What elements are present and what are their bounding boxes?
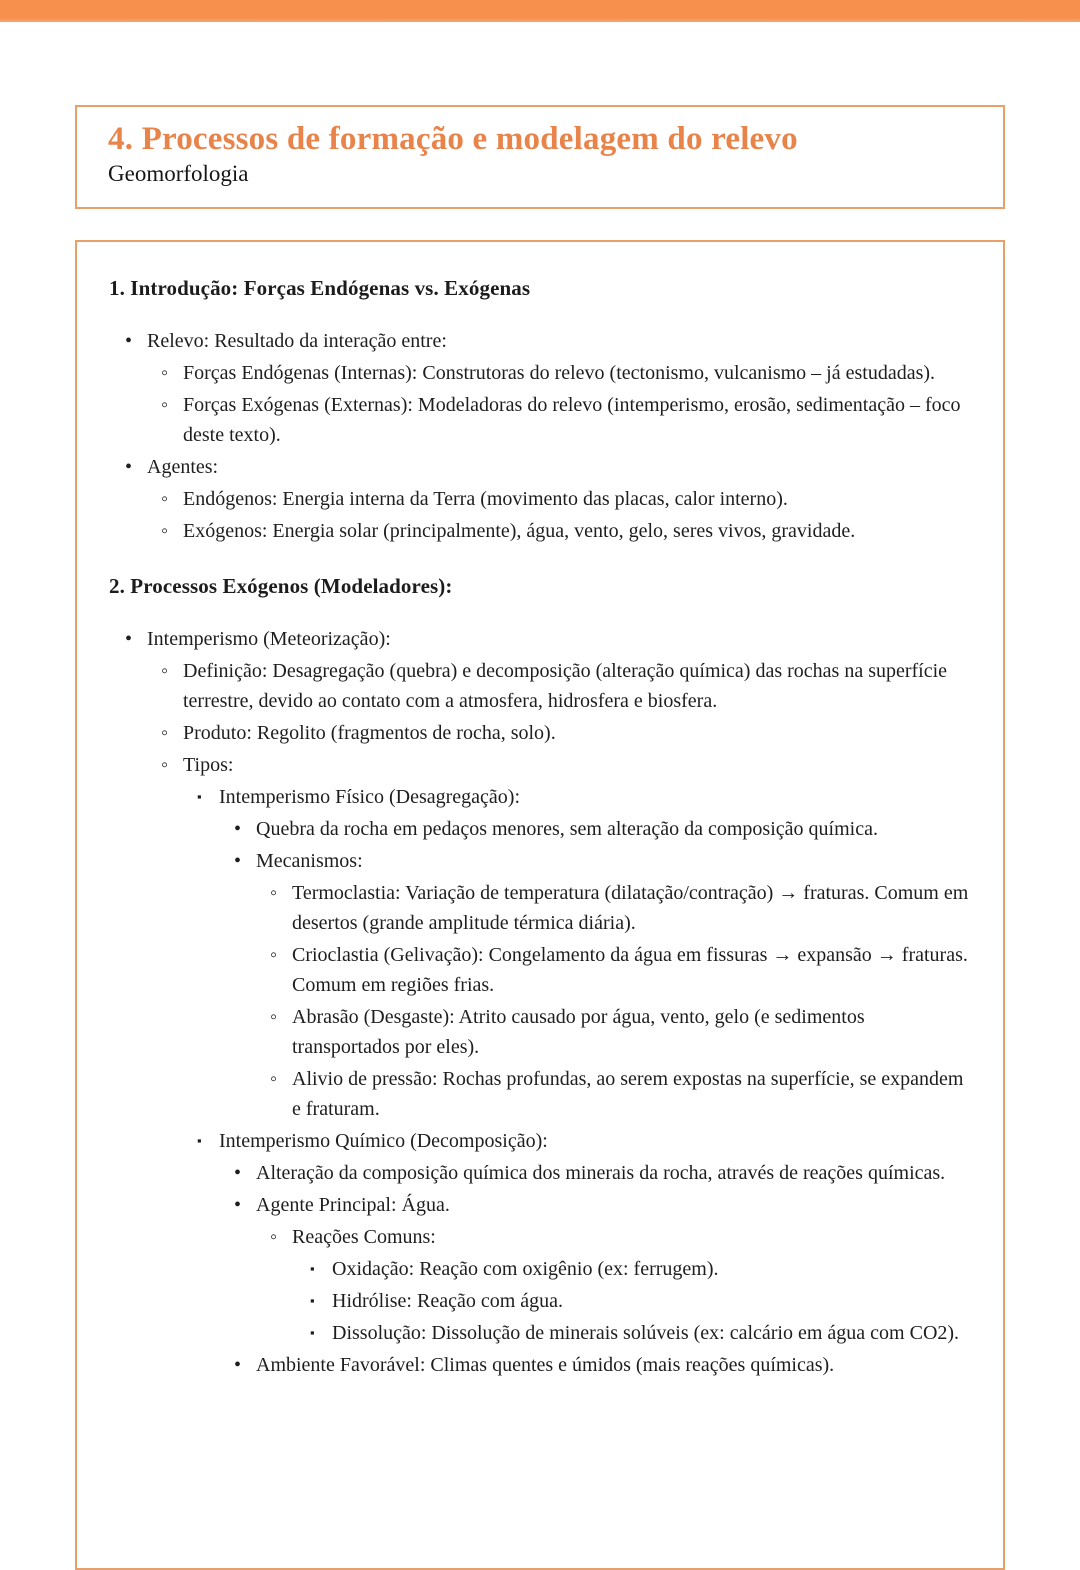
list-item xyxy=(161,484,973,514)
list-item xyxy=(270,1002,973,1062)
list-item-text: Dissolução: Dissolução de minerais solúveis (ex: calcário em água com CO2). xyxy=(332,1322,960,1344)
list-item xyxy=(234,1190,973,1220)
square-bullet-icon: ▪ xyxy=(310,1293,315,1308)
list-item-text: Produto: Regolito (fragmentos de rocha, solo). xyxy=(183,722,556,744)
list-item xyxy=(310,1318,973,1348)
list-item-text: Alivio de pressão: Rochas profundas, ao serem expostas na superfície, se expandem e fraturam. xyxy=(292,1068,964,1120)
circle-bullet-icon: ◦ xyxy=(270,882,278,904)
circle-bullet-icon: ◦ xyxy=(161,722,169,744)
page-subtitle: Geomorfologia xyxy=(108,161,249,186)
circle-bullet-icon: ◦ xyxy=(161,394,169,416)
list-item-text: Agente Principal: Água. xyxy=(256,1194,450,1216)
list-item xyxy=(161,390,973,450)
list-item xyxy=(161,516,973,546)
list-item xyxy=(161,656,973,716)
list-item xyxy=(197,782,973,812)
list-item xyxy=(161,358,973,388)
list-item xyxy=(270,878,973,938)
list-item xyxy=(234,814,973,844)
disc-bullet-icon: • xyxy=(234,1194,242,1216)
list-item-text: Quebra da rocha em pedaços menores, sem alteração da composição química. xyxy=(256,818,878,840)
list-item-text: Hidrólise: Reação com água. xyxy=(332,1290,564,1312)
list-item xyxy=(310,1254,973,1284)
list-item xyxy=(197,1126,973,1156)
page-title: 4. Processos de formação e modelagem do relevo xyxy=(108,121,798,157)
list-item-text: Reações Comuns: xyxy=(292,1226,436,1248)
list-item xyxy=(234,1158,973,1188)
list-item-text: Intemperismo (Meteorização): xyxy=(147,628,391,650)
list-item-text: Mecanismos: xyxy=(256,850,363,872)
top-accent-bar xyxy=(0,0,1080,22)
list-item-text: Definição: Desagregação (quebra) e decomposição (alteração química) das rochas na superfície terrestre, devido ao contato com a atmosfera, hidrosfera e biosfera. xyxy=(183,660,948,712)
list-item xyxy=(125,624,973,654)
list-item-text: Oxidação: Reação com oxigênio (ex: ferrugem). xyxy=(332,1258,719,1280)
section-heading: 1. Introdução: Forças Endógenas vs. Exógenas xyxy=(109,276,531,300)
list-item-text: Ambiente Favorável: Climas quentes e úmidos (mais reações químicas). xyxy=(256,1354,835,1376)
list-item-text: Abrasão (Desgaste): Atrito causado por água, vento, gelo (e sedimentos transportados por eles). xyxy=(292,1006,865,1058)
list-item-text: Relevo: Resultado da interação entre: xyxy=(147,330,447,352)
disc-bullet-icon: • xyxy=(234,818,242,840)
square-bullet-icon: ▪ xyxy=(310,1261,315,1276)
list-item xyxy=(161,750,973,780)
list-item xyxy=(125,452,973,482)
disc-bullet-icon: • xyxy=(125,628,133,650)
circle-bullet-icon: ◦ xyxy=(270,1226,278,1248)
list-item xyxy=(125,326,973,356)
content-card xyxy=(75,240,1005,1570)
circle-bullet-icon: ◦ xyxy=(270,1006,278,1028)
disc-bullet-icon: • xyxy=(234,1354,242,1376)
list-item xyxy=(234,846,973,876)
disc-bullet-icon: • xyxy=(234,850,242,872)
circle-bullet-icon: ◦ xyxy=(161,520,169,542)
circle-bullet-icon: ◦ xyxy=(161,754,169,776)
title-card xyxy=(75,105,1005,209)
section-heading: 2. Processos Exógenos (Modeladores): xyxy=(109,574,453,598)
list-item-text: Exógenos: Energia solar (principalmente), água, vento, gelo, seres vivos, gravidade. xyxy=(183,520,856,542)
disc-bullet-icon: • xyxy=(125,330,133,352)
disc-bullet-icon: • xyxy=(234,1162,242,1184)
list-item-text: Intemperismo Químico (Decomposição): xyxy=(219,1130,548,1152)
square-bullet-icon: ▪ xyxy=(197,1133,202,1148)
circle-bullet-icon: ◦ xyxy=(161,488,169,510)
list-item xyxy=(270,940,973,1000)
list-item-text: Tipos: xyxy=(183,754,234,776)
list-item xyxy=(310,1286,973,1316)
list-item-text: Endógenos: Energia interna da Terra (movimento das placas, calor interno). xyxy=(183,488,788,510)
list-item-text: Alteração da composição química dos minerais da rocha, através de reações químicas. xyxy=(256,1162,946,1184)
circle-bullet-icon: ◦ xyxy=(270,944,278,966)
circle-bullet-icon: ◦ xyxy=(161,660,169,682)
list-item-text: Intemperismo Físico (Desagregação): xyxy=(219,786,521,808)
square-bullet-icon: ▪ xyxy=(310,1325,315,1340)
list-item-text: Termoclastia: Variação de temperatura (dilatação/contração) → fraturas. Comum em desertos (grande amplitude térmica diária). xyxy=(292,882,969,934)
list-item-text: Crioclastia (Gelivação): Congelamento da água em fissuras → expansão → fraturas. Comum em regiões frias. xyxy=(292,944,968,996)
square-bullet-icon: ▪ xyxy=(197,789,202,804)
list-item xyxy=(270,1064,973,1124)
list-item xyxy=(161,718,973,748)
circle-bullet-icon: ◦ xyxy=(270,1068,278,1090)
disc-bullet-icon: • xyxy=(125,456,133,478)
sections xyxy=(109,276,973,1380)
list-item-text: Forças Endógenas (Internas): Construtoras do relevo (tectonismo, vulcanismo – já estudadas). xyxy=(183,362,936,384)
list-item xyxy=(234,1350,973,1380)
circle-bullet-icon: ◦ xyxy=(161,362,169,384)
list-item-text: Forças Exógenas (Externas): Modeladoras do relevo (intemperismo, erosão, sedimentação – foco deste texto). xyxy=(183,394,961,446)
list-item-text: Agentes: xyxy=(147,456,219,478)
list-item xyxy=(270,1222,973,1252)
